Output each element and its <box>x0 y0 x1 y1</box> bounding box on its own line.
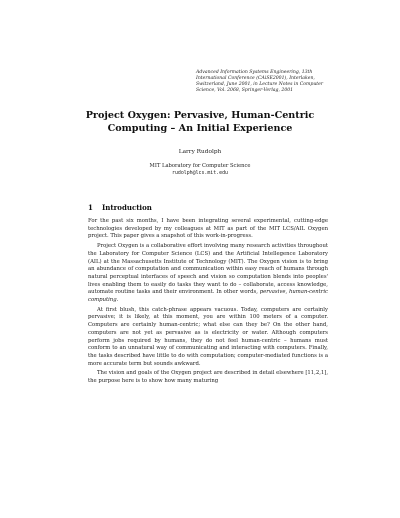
author-affiliation <box>60 163 340 177</box>
author-email: rudolph@lcs.mit.edu <box>172 170 228 176</box>
affiliation-name: MIT Laboratory for Computer Science <box>149 163 251 169</box>
paragraph-2 <box>88 243 328 305</box>
paragraph-3: At first blush, this catch-phrase appears vacuous. Today, computers are certainly pervasive; it is likely, at this moment, you are within 100 meters of a computer. Computers are certainly human-centric; what else can they be? On the other hand, computers are not yet as pervasive as is electricity or water. Although computers perform jobs required by humans, they do not feel human-centric – humans must conform to an unnatural way of communicating and interacting with computers. Finally, the tasks described have little to do with computation; computer-mediated functions is a more accurate term but sounds awkward. <box>88 306 328 367</box>
section-number: 1 <box>88 203 93 212</box>
section-title: Introduction <box>102 203 152 212</box>
publication-note: Advanced Information Systems Engineering, 13th International Conference (CAiSE2001), Interlaken, Switzerland, June 2001, in Lecture Notes in Computer Science, Vol. 2068, Springer-Verlag, 2001 <box>196 70 324 94</box>
paragraph-4: The vision and goals of the Oxygen project are described in detail elsewhere [11,2,1], the purpose here is to show how many maturing <box>88 370 328 385</box>
paragraph-2-emphasis: pervasive, human-centric computing. <box>88 289 328 304</box>
paper-title: Project Oxygen: Pervasive, Human-Centric Computing – An Initial Experience <box>85 110 315 134</box>
paragraph-1: For the past six months, I have been integrating several experimental, cutting-edge technologies developed by my colleagues at MIT as part of the MIT LCS/AIL Oxygen project. This paper gives a snapshot of this work-in-progress. <box>88 218 328 240</box>
section-heading <box>88 203 328 212</box>
section-body <box>88 218 328 388</box>
author-name: Larry Rudolph <box>178 149 222 155</box>
paragraph-2-text: Project Oxygen is a collaborative effort involving many research activities throughout the Laboratory for Computer Science (LCS) and the Artificial Intellegence Laboratory (AIL) at the Massachusetts Institute of Technology (MIT). The Oxygen vision is to bring an abundance of computation and communication within easy reach of humans through natural perceptual interfaces of speech and vision so computation blends into peoples' lives enabling them to easily do tasks they want to do – collaborate, access knowledge, automate routine tasks and their environment. In other words, <box>88 243 328 296</box>
